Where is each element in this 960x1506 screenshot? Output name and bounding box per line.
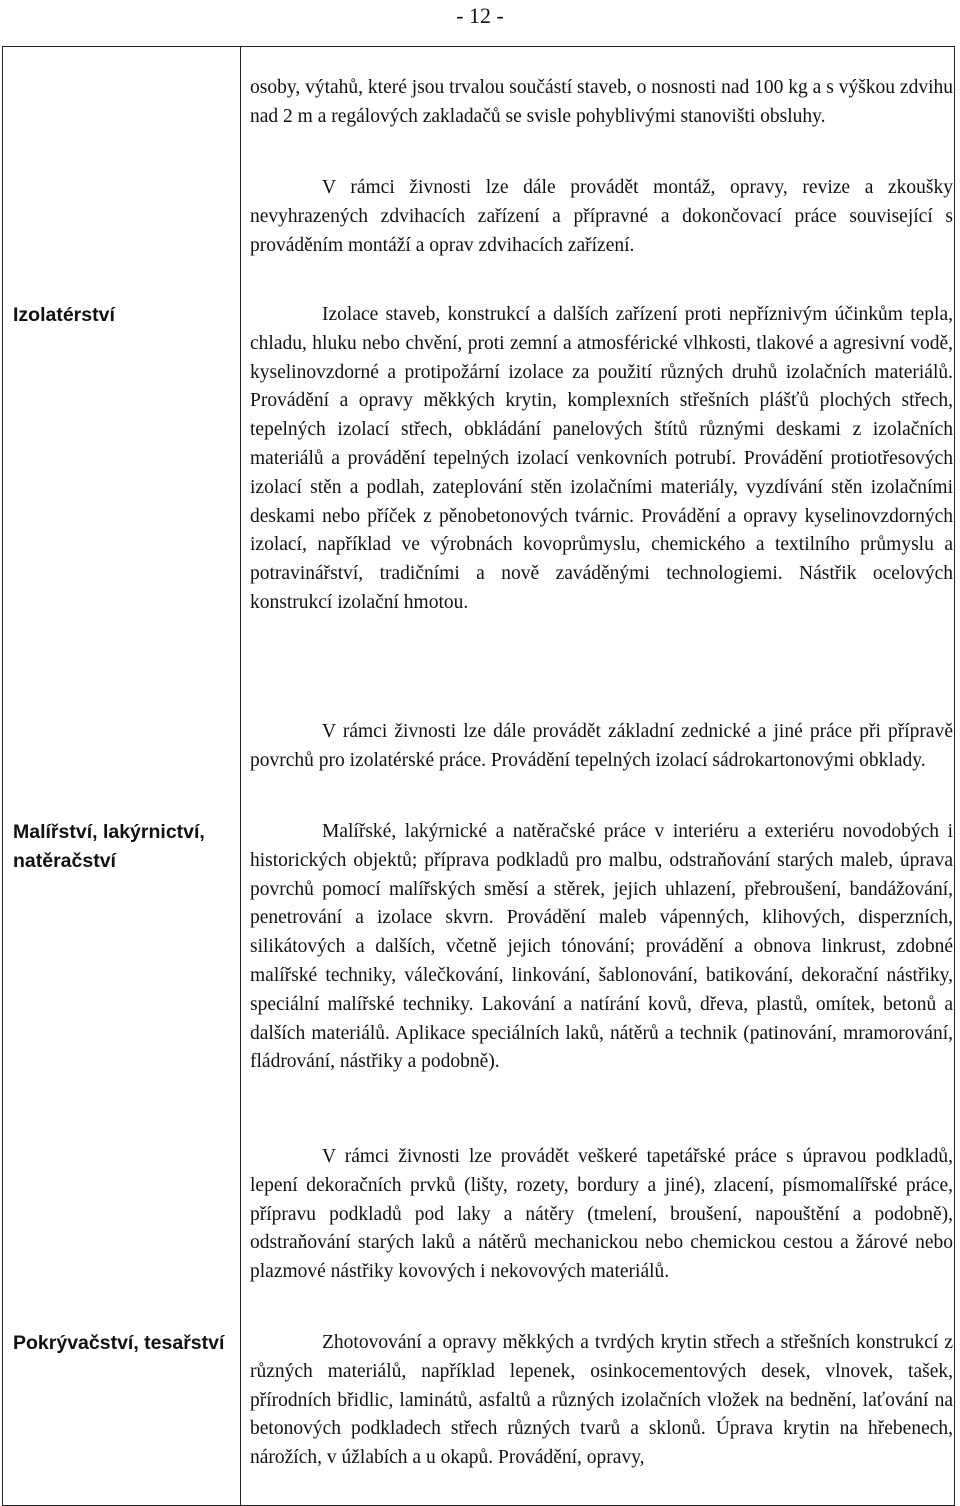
paragraph-izolaterstvi-additional: V rámci živnosti lze dále provádět základní zednické a jiné práce při přípravě povrchů pro izolatérské práce. Provádění tepelných izolací sádrokartonovými obklady. bbox=[250, 721, 953, 771]
paragraph-lifts-continuation: osoby, výtahů, které jsou trvalou součástí staveb, o nosnosti nad 100 kg a s výškou zdvihu nad 2 m a regálových zakladačů se svisle pohyblivými stanovišti obsluhy. bbox=[250, 77, 953, 127]
paragraph-malirstvi-additional: V rámci živnosti lze provádět veškeré tapetářské práce s úpravou podkladů, lepení dekoračních prvků (lišty, rozety, bordury a jiné), zlacení, písmomalířské práce, přípravu podkladů pod laky a nátěry (tmelení, broušení, napouštění a podobně), odstraňování starých laků a nátěrů mechanickou nebo chemickou cestou a žárové nebo plazmové nástřiky kovových i nekovových materiálů. bbox=[250, 1146, 953, 1283]
row-label-malirstvi: Malířství, lakýrnictví, natěračství bbox=[13, 821, 205, 872]
column-divider bbox=[240, 47, 241, 1505]
row-label-izolaterstvi: Izolatérství bbox=[13, 304, 115, 326]
row-label-pokryvacstvi: Pokrývačství, tesařství bbox=[13, 1332, 225, 1354]
page-number: - 12 - bbox=[456, 3, 504, 28]
paragraph-izolaterstvi-main: Izolace staveb, konstrukcí a dalších zařízení proti nepříznivým účinkům tepla, chladu, hluku nebo chvění, proti zemní a atmosférické vlhkosti, tlakové a agresivní vodě, kyselinovzdorné a protipožární izolace za použití různých druhů izolačních materiálů. Provádění a opravy měkkých krytin, komplexních střešních plášťů plochých střech, tepelných izolací střech, obkládání panelových štítů různými deskami z izolačních materiálů a provádění tepelných izolací venkovních potrubí. Provádění protiotřesových izolací stěn a podlah, zateplování stěn izolačními materiály, vyzdívání stěn izolačními deskami nebo příček z pěnobetonových tvárnic. Provádění a opravy kyselinovzdorných izolací, například ve výrobnách kovoprůmyslu, chemického a textilního průmyslu a potravinářství, tradičními a nově zaváděnými technologiemi. Nástřik ocelových konstrukcí izolační hmotou. bbox=[250, 304, 953, 613]
paragraph-pokryvacstvi-main: Zhotovování a opravy měkkých a tvrdých krytin střech a střešních konstrukcí z různých materiálů, například lepenek, osinkocementových desek, vlnovek, tašek, přírodních břidlic, laminátů, asfaltů a různých izolačních vložek na bednění, laťování na betonových podkladech střech různých tvarů a sklonů. Úprava krytin na hřebenech, nárožích, v úžlabích a u okapů. Provádění, opravy, bbox=[250, 1332, 953, 1469]
trade-description-table bbox=[2, 46, 955, 1506]
paragraph-lifts-additional: V rámci živnosti lze dále provádět montáž, opravy, revize a zkoušky nevyhrazených zdvihacích zařízení a přípravné a dokončovací práce související s prováděním montáží a oprav zdvihacích zařízení. bbox=[250, 177, 953, 256]
paragraph-malirstvi-main: Malířské, lakýrnické a natěračské práce v interiéru a exteriéru novodobých i historických objektů; příprava podkladů pro malbu, odstraňování starých maleb, úprava povrchů pomocí malířských směsí a stěrek, jejich uhlazení, přebroušení, bandážování, penetrování a izolace skvrn. Provádění maleb vápenných, klihových, disperzních, silikátových a dalších, včetně jejich tónování; provádění a obnova linkrust, zdobné malířské techniky, válečkování, linkování, šablonování, batikování, dekorační nástřiky, speciální malířské techniky. Lakování a natírání kovů, dřeva, plastů, omítek, betonů a dalších materiálů. Aplikace speciálních laků, nátěrů a technik (patinování, mramorování, fládrování, nástřiky a podobně). bbox=[250, 821, 953, 1073]
